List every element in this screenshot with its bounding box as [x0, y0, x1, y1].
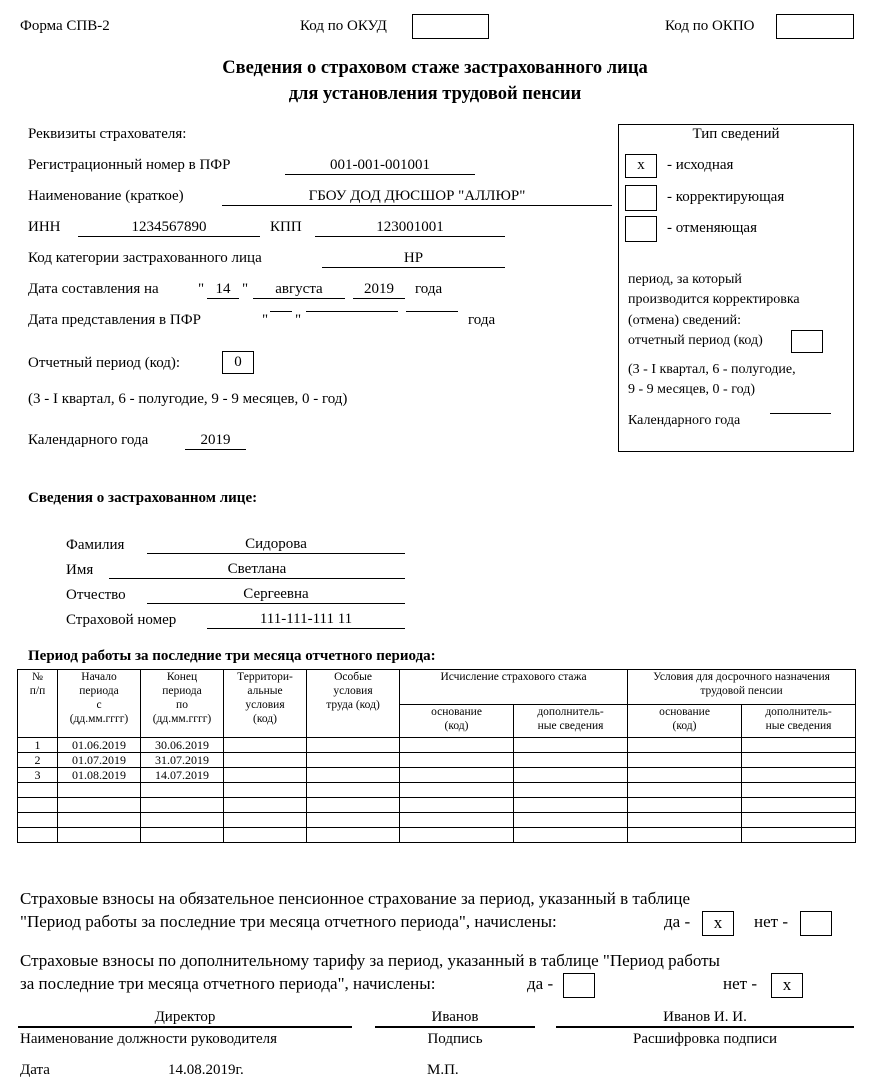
document-title-line2: для установления трудовой пенсии	[288, 84, 582, 104]
cell-early-extra[interactable]	[742, 828, 856, 843]
patronymic-label: Отчество	[66, 587, 126, 603]
insurer-section-label: Реквизиты страхователя:	[28, 126, 187, 142]
form-name: Форма СПВ-2	[20, 18, 110, 34]
sign-field[interactable]: Иванов	[375, 1009, 535, 1028]
quote-close: "	[295, 312, 302, 328]
okud-input[interactable]	[412, 14, 489, 39]
info-type-original-checkbox[interactable]: x	[625, 154, 657, 178]
cell-special[interactable]	[307, 783, 400, 798]
col-header-end: Конец периода по (дд.мм.гггг)	[141, 670, 224, 738]
org-name-label: Наименование (краткое)	[28, 188, 184, 204]
person-section-label: Сведения о застрахованном лице:	[28, 490, 258, 506]
calendar-year-label: Календарного года	[28, 432, 149, 448]
cell-end[interactable]	[141, 783, 224, 798]
cell-num[interactable]	[18, 798, 58, 813]
submitted-date-label: Дата представления в ПФР	[28, 312, 201, 328]
cell-calc-basis[interactable]	[400, 768, 514, 783]
cell-early-extra[interactable]	[742, 813, 856, 828]
cell-end[interactable]	[141, 828, 224, 843]
col-header-special: Особые условия труда (код)	[307, 670, 400, 738]
table-row	[18, 813, 856, 828]
period-code-hint: (3 - I квартал, 6 - полугодие, 9 - 9 месяцев, 0 - год)	[28, 391, 348, 407]
cell-early-basis[interactable]	[628, 783, 742, 798]
submitted-year-field[interactable]	[406, 311, 458, 312]
cell-special[interactable]	[307, 828, 400, 843]
table-row	[18, 828, 856, 843]
cell-territorial[interactable]	[224, 783, 307, 798]
cell-calc-extra[interactable]	[514, 798, 628, 813]
col-header-start: Начало периода с (дд.мм.гггг)	[58, 670, 141, 738]
reg-number-field[interactable]: 001-001-001001	[285, 156, 475, 175]
additional-no-checkbox[interactable]: x	[771, 973, 803, 998]
cell-special[interactable]	[307, 753, 400, 768]
cell-start[interactable]: 01.06.2019	[58, 738, 141, 753]
cell-end[interactable]	[141, 798, 224, 813]
cell-num[interactable]: 2	[18, 753, 58, 768]
table-row	[18, 753, 856, 768]
mandatory-no-label: нет -	[754, 912, 788, 931]
table-row	[18, 783, 856, 798]
col-group-calc: Исчисление страхового стажа	[400, 670, 628, 705]
mandatory-yes-label: да -	[664, 912, 691, 931]
additional-contrib-line1: Страховые взносы по дополнительному тарифу за период, указанный в таблице "Период работы	[20, 951, 720, 970]
table-row	[18, 798, 856, 813]
col-header-early-basis: основание (код)	[628, 705, 742, 738]
mandatory-yes-checkbox[interactable]: x	[702, 911, 734, 936]
cell-territorial[interactable]	[224, 768, 307, 783]
snils-label: Страховой номер	[66, 612, 177, 628]
compiled-date-label: Дата составления на	[28, 281, 159, 297]
cell-calc-basis[interactable]	[400, 753, 514, 768]
info-type-cancelling-checkbox[interactable]	[625, 216, 657, 242]
cell-calc-basis[interactable]	[400, 798, 514, 813]
decode-caption: Расшифровка подписи	[633, 1031, 777, 1047]
okpo-label: Код по ОКПО	[665, 18, 755, 34]
cell-calc-extra[interactable]	[514, 768, 628, 783]
col-header-calc-basis: основание (код)	[400, 705, 514, 738]
cell-special[interactable]	[307, 798, 400, 813]
col-group-early: Условия для досрочного назначения трудовой пенсии	[628, 670, 856, 705]
cell-start[interactable]: 01.07.2019	[58, 753, 141, 768]
quote-open: "	[198, 281, 205, 297]
cell-special[interactable]	[307, 738, 400, 753]
correction-calendar-year-label: Календарного года	[628, 413, 741, 428]
surname-field[interactable]: Сидорова	[147, 535, 405, 554]
cell-end[interactable]: 14.07.2019	[141, 768, 224, 783]
col-header-calc-extra: дополнитель- ные сведения	[514, 705, 628, 738]
cell-territorial[interactable]	[224, 753, 307, 768]
category-field[interactable]: НР	[322, 249, 505, 268]
info-type-corrective-checkbox[interactable]	[625, 185, 657, 211]
cell-territorial[interactable]	[224, 828, 307, 843]
compiled-year-word: года	[415, 281, 443, 297]
info-type-corrective-label: - корректирующая	[667, 189, 785, 205]
cell-end[interactable]: 30.06.2019	[141, 738, 224, 753]
cell-start[interactable]	[58, 783, 141, 798]
cell-early-basis[interactable]	[628, 813, 742, 828]
quote-open: "	[262, 312, 269, 328]
decode-field[interactable]: Иванов И. И.	[556, 1009, 854, 1028]
cell-calc-extra[interactable]	[514, 783, 628, 798]
cell-early-extra[interactable]	[742, 738, 856, 753]
cell-calc-basis[interactable]	[400, 738, 514, 753]
submitted-month-field[interactable]	[306, 311, 398, 312]
cell-num[interactable]	[18, 813, 58, 828]
work-table-title: Период работы за последние три месяца отчетного периода:	[28, 648, 436, 664]
first-name-label: Имя	[66, 562, 94, 578]
okud-label: Код по ОКУД	[300, 18, 387, 34]
cell-early-basis[interactable]	[628, 753, 742, 768]
date-label: Дата	[20, 1062, 50, 1078]
cell-early-extra[interactable]	[742, 798, 856, 813]
position-caption: Наименование должности руководителя	[20, 1031, 278, 1047]
mandatory-contrib-line1: Страховые взносы на обязательное пенсионное страхование за период, указанный в таблице	[20, 889, 691, 908]
additional-contrib-line2: за последние три месяца отчетного периода", начислены:	[20, 974, 436, 993]
correction-hint-2: 9 - 9 месяцев, 0 - год)	[628, 382, 755, 397]
compiled-day-field[interactable]: 14	[207, 280, 239, 299]
work-period-table	[17, 669, 856, 843]
surname-label: Фамилия	[66, 537, 125, 553]
table-row	[18, 768, 856, 783]
mandatory-no-checkbox[interactable]	[800, 911, 832, 936]
compiled-year-field[interactable]: 2019	[353, 280, 405, 299]
mandatory-contrib-line2: "Период работы за последние три месяца отчетного периода", начислены:	[20, 912, 557, 931]
submitted-day-field[interactable]	[270, 311, 292, 312]
correction-text-3: (отмена) сведений:	[628, 313, 742, 328]
snils-field[interactable]: 111-111-111 11	[207, 610, 405, 629]
quote-close: "	[242, 281, 249, 297]
cell-calc-extra[interactable]	[514, 828, 628, 843]
cell-start[interactable]	[58, 828, 141, 843]
col-header-territorial: Территори- альные условия (код)	[224, 670, 307, 738]
cell-end[interactable]	[141, 813, 224, 828]
cell-early-basis[interactable]	[628, 798, 742, 813]
correction-period-label: отчетный период (код)	[628, 333, 763, 348]
period-code-input[interactable]: 0	[222, 351, 254, 374]
cell-num[interactable]: 3	[18, 768, 58, 783]
additional-yes-label: да -	[527, 974, 554, 993]
reg-number-label: Регистрационный номер в ПФР	[28, 157, 231, 173]
submitted-year-word: года	[468, 312, 496, 328]
document-title-line1: Сведения о страховом стаже застрахованного лица	[222, 58, 648, 78]
correction-hint-1: (3 - I квартал, 6 - полугодие,	[628, 362, 796, 377]
correction-text-1: период, за который	[628, 272, 742, 287]
cell-num[interactable]	[18, 783, 58, 798]
cell-early-basis[interactable]	[628, 828, 742, 843]
additional-no-label: нет -	[723, 974, 757, 993]
cell-calc-extra[interactable]	[514, 738, 628, 753]
cell-calc-basis[interactable]	[400, 828, 514, 843]
cell-calc-extra[interactable]	[514, 813, 628, 828]
cell-special[interactable]	[307, 813, 400, 828]
stamp-label: М.П.	[427, 1062, 459, 1078]
cell-num[interactable]: 1	[18, 738, 58, 753]
cell-early-extra[interactable]	[742, 753, 856, 768]
correction-period-input[interactable]	[791, 330, 823, 353]
sign-caption: Подпись	[427, 1031, 483, 1047]
info-type-title: Тип сведений	[692, 126, 780, 142]
compiled-month-field[interactable]: августа	[253, 280, 345, 299]
cell-end[interactable]: 31.07.2019	[141, 753, 224, 768]
cell-calc-extra[interactable]	[514, 753, 628, 768]
cell-start[interactable]	[58, 813, 141, 828]
kpp-label: КПП	[270, 219, 302, 235]
category-label: Код категории застрахованного лица	[28, 250, 262, 266]
cell-early-extra[interactable]	[742, 768, 856, 783]
inn-label: ИНН	[28, 219, 61, 235]
table-row	[18, 738, 856, 753]
okpo-input[interactable]	[776, 14, 854, 39]
cell-special[interactable]	[307, 768, 400, 783]
cell-start[interactable]	[58, 798, 141, 813]
info-type-original-label: - исходная	[667, 157, 734, 173]
cell-early-basis[interactable]	[628, 738, 742, 753]
info-type-cancelling-label: - отменяющая	[667, 220, 757, 236]
cell-num[interactable]	[18, 828, 58, 843]
correction-calendar-year-field[interactable]	[770, 413, 831, 414]
cell-territorial[interactable]	[224, 813, 307, 828]
cell-territorial[interactable]	[224, 798, 307, 813]
cell-territorial[interactable]	[224, 738, 307, 753]
col-header-early-extra: дополнитель- ные сведения	[742, 705, 856, 738]
position-field[interactable]: Директор	[18, 1009, 352, 1028]
col-header-num: № п/п	[18, 670, 58, 738]
org-name-field[interactable]: ГБОУ ДОД ДЮСШОР "АЛЛЮР"	[222, 187, 612, 206]
calendar-year-field[interactable]: 2019	[185, 431, 246, 450]
cell-early-basis[interactable]	[628, 768, 742, 783]
cell-calc-basis[interactable]	[400, 783, 514, 798]
cell-start[interactable]: 01.08.2019	[58, 768, 141, 783]
inn-field[interactable]: 1234567890	[78, 218, 260, 237]
first-name-field[interactable]: Светлана	[109, 560, 405, 579]
correction-text-2: производится корректировка	[628, 292, 800, 307]
additional-yes-checkbox[interactable]	[563, 973, 595, 998]
patronymic-field[interactable]: Сергеевна	[147, 585, 405, 604]
period-code-label: Отчетный период (код):	[28, 355, 181, 371]
date-value[interactable]: 14.08.2019г.	[168, 1062, 244, 1078]
cell-calc-basis[interactable]	[400, 813, 514, 828]
kpp-field[interactable]: 123001001	[315, 218, 505, 237]
cell-early-extra[interactable]	[742, 783, 856, 798]
